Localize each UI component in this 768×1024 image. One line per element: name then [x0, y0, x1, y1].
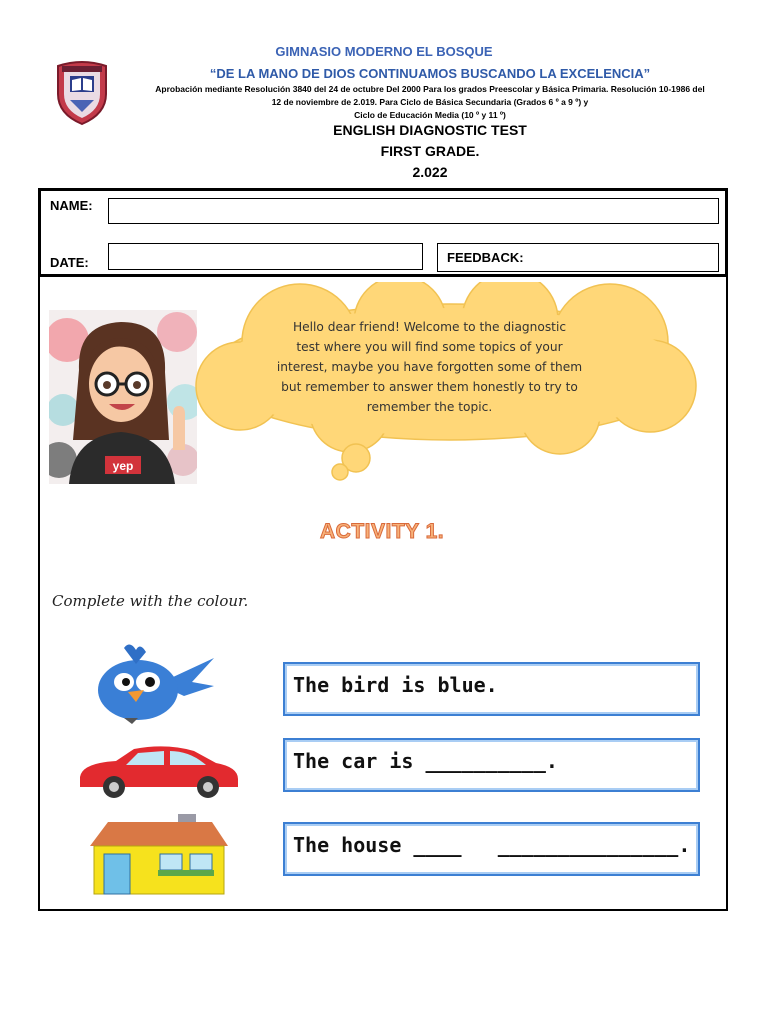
approval-line: Aprobación mediante Resolución 3840 del 24 de octubre Del 2000 Para los grados Preescolar y Básica Primaria. Resolución 10-1986 del	[155, 84, 705, 94]
house-icon	[88, 812, 230, 896]
approval-line: Ciclo de Educación Media (10 º y 11 º)	[354, 110, 506, 120]
teacher-avatar-icon	[49, 310, 197, 484]
feedback-field[interactable]	[437, 243, 719, 272]
welcome-line: test where you will find some topics of your	[296, 340, 563, 354]
year-title: 2.022	[412, 164, 448, 180]
welcome-message	[252, 317, 607, 417]
grade-title: FIRST GRADE.	[380, 143, 480, 159]
welcome-line: but remember to answer them honestly to try to	[281, 380, 578, 394]
school-name: GIMNASIO MODERNO EL BOSQUE	[275, 44, 493, 59]
school-crest-icon	[50, 60, 114, 126]
school-motto: “DE LA MANO DE DIOS CONTINUAMOS BUSCANDO LA EXCELENCIA”	[209, 66, 651, 81]
bird-icon	[88, 638, 220, 726]
name-field[interactable]	[108, 198, 719, 224]
answer-text: The bird is blue.	[293, 673, 498, 697]
date-label: DATE:	[50, 255, 89, 270]
activity-title: ACTIVITY 1.	[320, 520, 445, 543]
car-icon	[76, 743, 242, 799]
feedback-label: FEEDBACK:	[447, 250, 524, 265]
welcome-line: remember the topic.	[366, 400, 493, 414]
welcome-line: Hello dear friend! Welcome to the diagnostic	[292, 320, 567, 334]
approval-line: 12 de noviembre de 2.019. Para Ciclo de Básica Secundaria (Grados 6 º a 9 º) y	[271, 97, 589, 107]
answer-box-house	[283, 822, 700, 876]
answer-text: The house ____ _______________.	[293, 833, 691, 857]
approval-text	[120, 83, 740, 122]
test-title: ENGLISH DIAGNOSTIC TEST	[333, 122, 527, 138]
answer-box-car	[283, 738, 700, 792]
shirt-text: yep	[112, 459, 134, 473]
welcome-line: interest, maybe you have forgotten some of them	[276, 360, 583, 374]
answer-box-bird	[283, 662, 700, 716]
name-label: NAME:	[50, 198, 93, 213]
date-field[interactable]	[108, 243, 423, 270]
answer-text: The car is __________.	[293, 749, 558, 773]
activity-instruction: Complete with the colour.	[52, 592, 249, 610]
